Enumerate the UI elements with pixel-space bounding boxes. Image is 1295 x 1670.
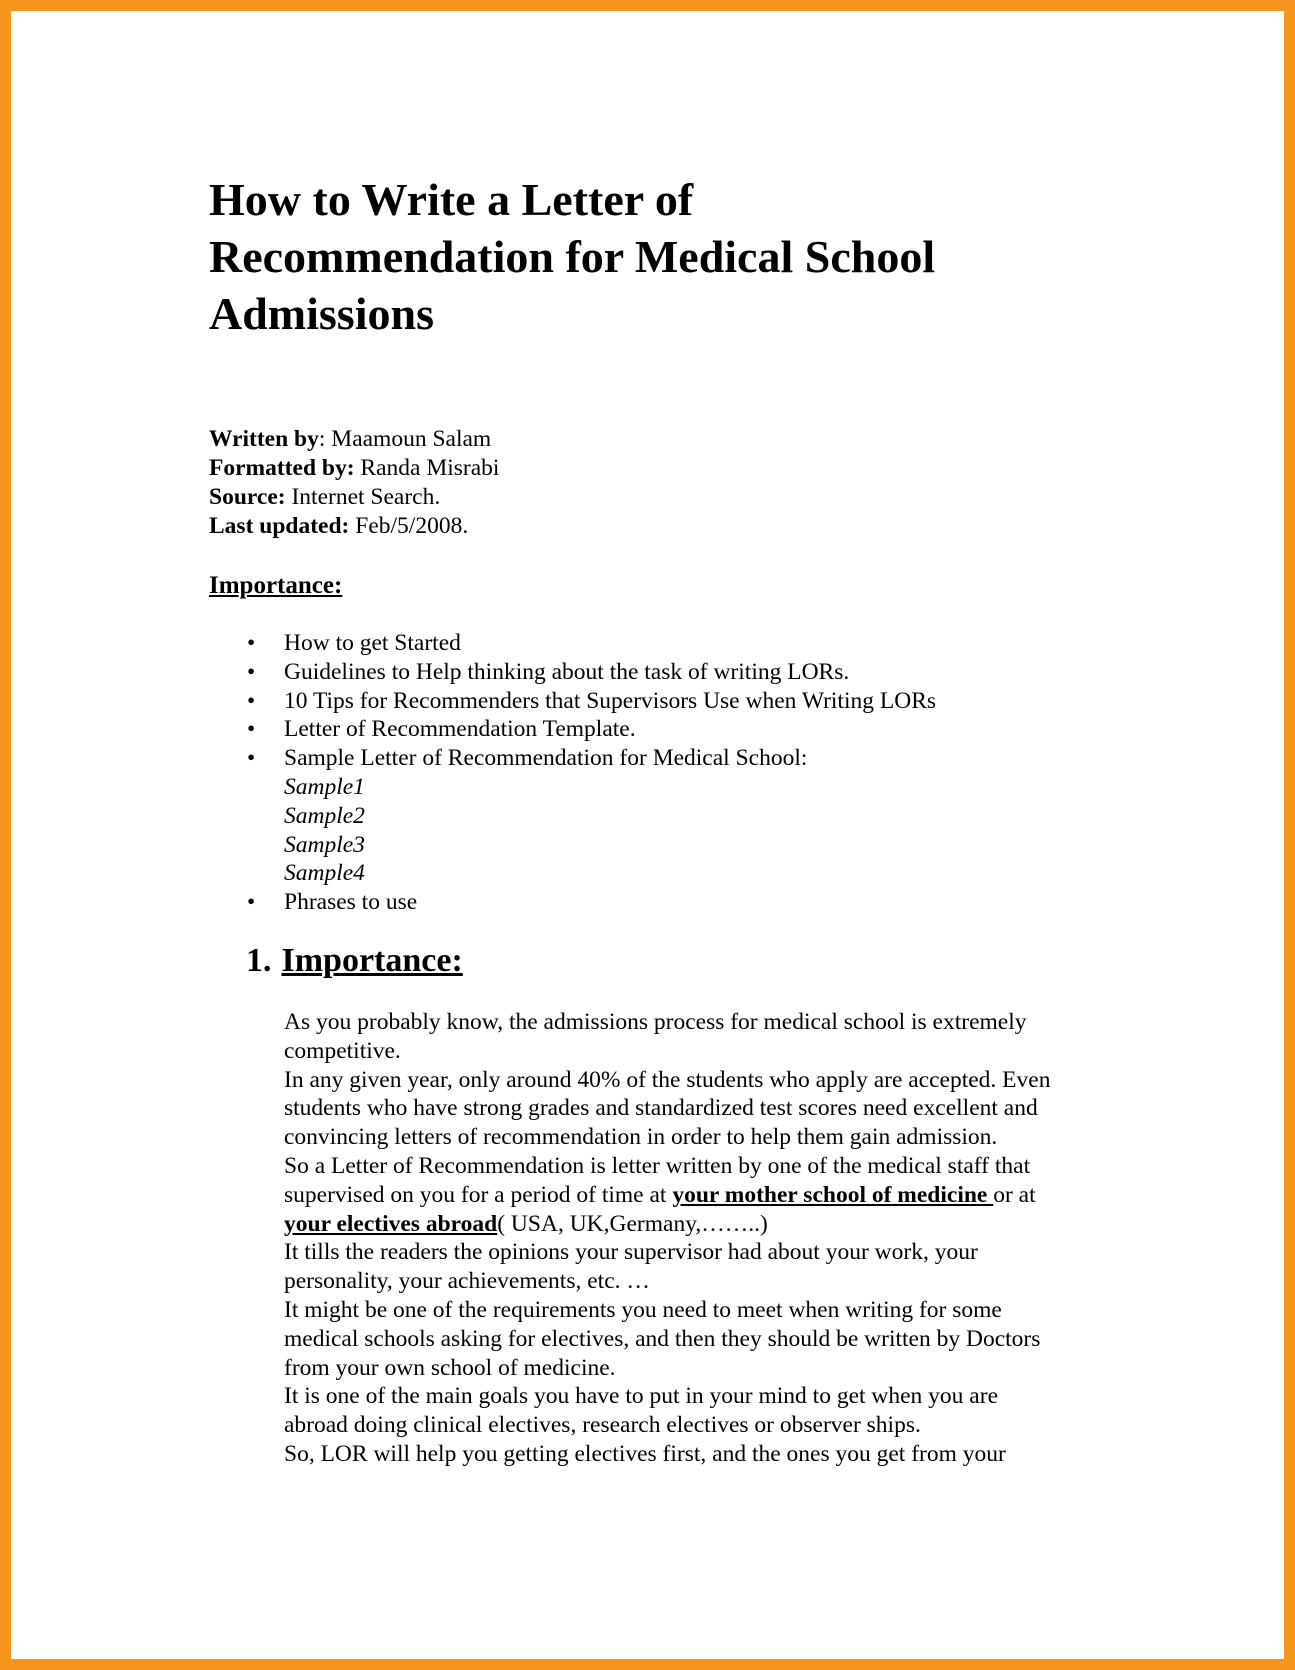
meta-source bbox=[209, 483, 1129, 512]
body-line: students who have strong grades and standardized test scores need excellent and bbox=[284, 1095, 1038, 1122]
toc-sample-item: Sample3 bbox=[284, 831, 365, 858]
toc-item bbox=[209, 658, 1129, 687]
title-line-2: Recommendation for Medical School bbox=[209, 231, 936, 282]
body-line-text: ( USA, UK,Germany,……..) bbox=[497, 1210, 768, 1237]
toc-item-label: 10 Tips for Recommenders that Supervisors Use when Writing LORs bbox=[284, 687, 937, 714]
meta-source-label: Source: bbox=[209, 484, 286, 510]
toc-item bbox=[209, 744, 1129, 773]
body-line: abroad doing clinical electives, research electives or observer ships. bbox=[284, 1412, 921, 1439]
section-heading bbox=[246, 939, 1129, 983]
body-line: personality, your achievements, etc. … bbox=[284, 1268, 650, 1295]
title-line-3: Admissions bbox=[209, 288, 434, 339]
meta-formatted-by-label: Formatted by: bbox=[209, 455, 355, 481]
bullet-icon: • bbox=[247, 716, 256, 743]
emphasis-mother-school: your mother school of medicine bbox=[672, 1181, 994, 1208]
bullet-icon: • bbox=[247, 630, 256, 656]
toc-item-label: Phrases to use bbox=[284, 889, 418, 916]
meta-written-by-label: Written by bbox=[209, 426, 319, 452]
body-line: medical schools asking for electives, and then they should be written by Doctors bbox=[284, 1325, 1041, 1352]
document-title bbox=[209, 171, 1129, 342]
meta-formatted-by-value: Randa Misrabi bbox=[354, 455, 500, 481]
body-line-text: supervised on you for a period of time at bbox=[284, 1181, 673, 1208]
meta-last-updated bbox=[209, 512, 1129, 541]
meta-source-value: Internet Search. bbox=[285, 484, 441, 510]
toc-sample-item: Sample1 bbox=[284, 773, 365, 800]
body-line: It tills the readers the opinions your supervisor had about your work, your bbox=[284, 1239, 978, 1266]
meta-last-updated-label: Last updated: bbox=[209, 513, 350, 539]
document-body bbox=[209, 171, 1129, 1469]
body-line: So a Letter of Recommendation is letter written by one of the medical staff that bbox=[284, 1152, 1031, 1179]
body-line: In any given year, only around 40% of the students who apply are accepted. Even bbox=[284, 1066, 1051, 1093]
meta-written-by bbox=[209, 425, 1129, 454]
toc-item bbox=[209, 629, 1129, 658]
body-line: convincing letters of recommendation in order to help them gain admission. bbox=[284, 1124, 998, 1151]
toc-item bbox=[209, 687, 1129, 716]
bullet-icon: • bbox=[247, 687, 256, 714]
toc-list bbox=[209, 629, 1129, 917]
toc-item-label: Letter of Recommendation Template. bbox=[284, 716, 636, 743]
section-number: 1. bbox=[246, 941, 272, 979]
bullet-icon: • bbox=[247, 745, 256, 772]
toc-item bbox=[209, 715, 1129, 744]
body-line: It might be one of the requirements you need to meet when writing for some bbox=[284, 1296, 1002, 1323]
body-line: It is one of the main goals you have to put in your mind to get when you are bbox=[284, 1383, 998, 1410]
bullet-icon: • bbox=[247, 658, 256, 685]
toc-item-label: How to get Started bbox=[284, 630, 461, 656]
toc-item-label: Sample Letter of Recommendation for Medical School: bbox=[284, 745, 808, 772]
toc-sample-item: Sample2 bbox=[284, 802, 365, 829]
meta-last-updated-value: Feb/5/2008. bbox=[349, 513, 469, 539]
meta-formatted-by bbox=[209, 454, 1129, 483]
document-meta bbox=[209, 425, 1129, 541]
body-line-text: or at bbox=[993, 1181, 1036, 1208]
toc-heading: Importance: bbox=[209, 572, 343, 599]
body-line: competitive. bbox=[284, 1037, 401, 1064]
body-line bbox=[284, 1181, 1114, 1210]
body-line: So, LOR will help you getting electives first, and the ones you get from your bbox=[284, 1440, 1006, 1467]
meta-written-by-value: : Maamoun Salam bbox=[318, 426, 492, 452]
body-line bbox=[284, 1210, 1114, 1239]
emphasis-electives-abroad: your electives abroad bbox=[284, 1210, 498, 1237]
section-heading-text: Importance: bbox=[281, 941, 463, 979]
toc-sample-item: Sample4 bbox=[284, 860, 365, 887]
body-line: As you probably know, the admissions process for medical school is extremely bbox=[284, 1008, 1027, 1035]
bullet-icon: • bbox=[247, 889, 256, 916]
section-body bbox=[284, 1008, 1114, 1469]
toc-item bbox=[209, 888, 1129, 917]
body-line: from your own school of medicine. bbox=[284, 1354, 616, 1381]
title-line-1: How to Write a Letter of bbox=[209, 174, 694, 225]
toc-item-label: Guidelines to Help thinking about the task of writing LORs. bbox=[284, 658, 850, 685]
